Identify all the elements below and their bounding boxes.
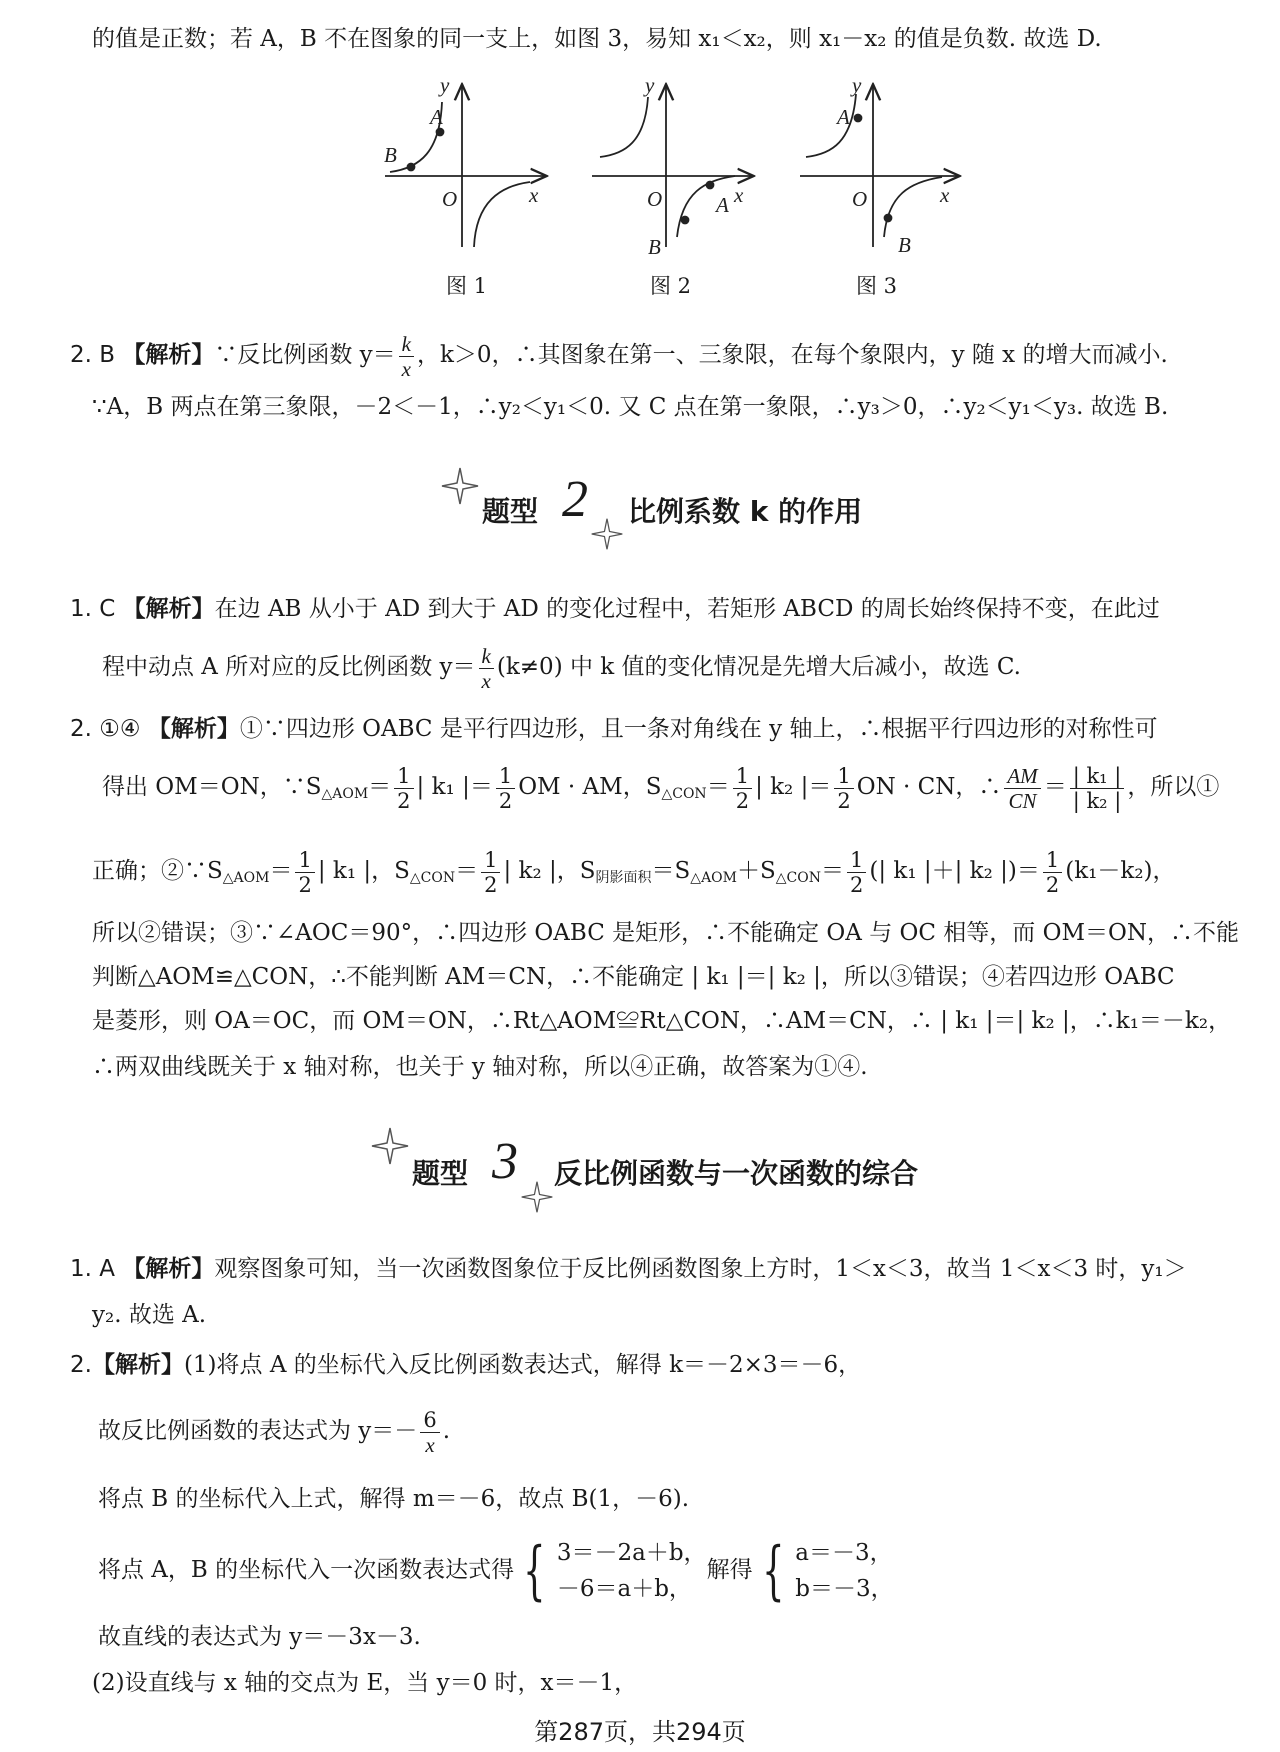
sparkle-icon [520, 1180, 554, 1214]
fig3-label-O: O [852, 187, 868, 211]
fig2-point-A [707, 182, 714, 189]
figure-1 [385, 86, 545, 247]
fraction-half: $\frac{1}{2}$ [847, 848, 866, 897]
question-number: 2. B [70, 342, 116, 368]
fraction-k1-k2: $\frac{\text{| k₁ |}}{\text{| k₂ |}}$ [1070, 764, 1125, 813]
s2q2-line6: 是菱形，则 OA＝OC，而 OM＝ON，∴Rt△AOM≌Rt△CON，∴AM＝CN，∴ | k₁ |＝| k₂ |，∴k₁＝－k₂， [92, 1008, 1232, 1034]
section-prefix: 题型 [482, 495, 539, 528]
s3q2-line4 [98, 1534, 894, 1607]
text: ＝ [269, 858, 293, 884]
text: OM · AM，S [518, 774, 662, 800]
fig3-label-A: A [837, 105, 850, 129]
section-number: 3 [492, 1133, 518, 1190]
fig1-label-x: x [529, 183, 539, 207]
sparkle-icon [370, 1126, 410, 1166]
subscript: △CON [409, 870, 456, 886]
fig1-point-A [437, 129, 444, 136]
s2q1-line2 [102, 642, 1021, 693]
section-header-2 [0, 462, 1280, 552]
text: (| k₁ |＋| k₂ |)＝ [869, 858, 1040, 884]
subscript: △CON [775, 870, 821, 886]
fig1-label-y: y [440, 73, 450, 97]
answer-2b-line2: ∵A，B 两点在第三象限，－2＜－1，∴y₂＜y₁＜0. 又 C 点在第一象限，∴y₃＞0，∴y₂＜y₁＜y₃. 故选 B. [92, 394, 1169, 420]
figure-2 [592, 86, 752, 247]
fig1-label-O: O [442, 187, 458, 211]
equation-system-2 [795, 1535, 893, 1607]
text: 将点 A，B 的坐标代入一次函数表达式得 [98, 1557, 515, 1583]
fraction-half: $\frac{1}{2}$ [496, 764, 515, 813]
analysis-tag: 【解析】 [147, 716, 240, 742]
text: ＝S [651, 858, 691, 884]
sparkle-icon [440, 466, 480, 506]
fig1-label-B: B [384, 143, 397, 167]
subscript: △AOM [321, 786, 369, 802]
s2q1-line1 [70, 594, 1160, 624]
system-row: a＝－3， [795, 1540, 893, 1566]
fig2-label-y: y [645, 73, 655, 97]
system-row: 3＝－2a＋b， [556, 1540, 707, 1566]
text: | k₁ |＝ [416, 774, 493, 800]
fig3-curve-lower [884, 177, 942, 237]
text: ＋S [737, 858, 776, 884]
question-number: 1. C [70, 596, 116, 622]
text: | k₂ |＝ [755, 774, 832, 800]
fraction-half: $\frac{1}{2}$ [834, 764, 853, 813]
text: ＝ [706, 774, 730, 800]
top-line: 的值是正数；若 A，B 不在图象的同一支上，如图 3，易知 x₁＜x₂，则 x₁－x₂ 的值是负数. 故选 D. [92, 26, 1102, 52]
sparkle-icon [590, 517, 624, 551]
text: 观察图象可知，当一次函数图象位于反比例函数图象上方时，1＜x＜3，故当 1＜x＜3 时，y₁＞ [214, 1256, 1187, 1282]
subscript: △AOM [222, 870, 270, 886]
section-prefix: 题型 [412, 1157, 469, 1190]
fig3-label-y: y [852, 73, 862, 97]
fraction-half: $\frac{1}{2}$ [394, 764, 413, 813]
system-row: －6＝a＋b， [556, 1576, 692, 1602]
s3q2-line3: 将点 B 的坐标代入上式，解得 m＝－6，故点 B(1，－6). [98, 1486, 690, 1512]
fraction: $\frac{k}{x}$ [479, 644, 494, 693]
text: ，所以① [1127, 774, 1220, 800]
text: ON · CN，∴ [856, 774, 1002, 800]
subscript: △AOM [690, 870, 737, 886]
s3q1-line1 [70, 1254, 1187, 1284]
fig1-curve-lower [474, 182, 530, 247]
text: . [442, 1418, 450, 1444]
fig2-label-A: A [716, 193, 729, 217]
text: ＝ [368, 774, 392, 800]
section-title: 比例系数 k 的作用 [628, 495, 863, 528]
s3q2-line2 [98, 1404, 450, 1458]
fig3-label-B: B [898, 233, 911, 257]
text: (k₁－k₂)， [1065, 858, 1176, 884]
fig3-caption: 图 3 [856, 274, 898, 298]
text: ∵反比例函数 y＝ [214, 342, 396, 368]
fig3-label-x: x [940, 183, 950, 207]
text: 得出 OM＝ON，∵S [102, 774, 322, 800]
section-number: 2 [562, 471, 588, 528]
text: 故反比例函数的表达式为 y＝－ [98, 1418, 418, 1444]
text: 正确；②∵S [92, 858, 223, 884]
fig2-caption: 图 2 [650, 274, 692, 298]
text: ＝ [820, 858, 844, 884]
s3q2-line6: (2)设直线与 x 轴的交点为 E，当 y＝0 时，x＝－1， [92, 1670, 638, 1696]
text: ，k＞0，∴其图象在第一、三象限，在每个象限内，y 随 x 的增大而减小. [417, 342, 1168, 368]
text: ＝ [1043, 774, 1067, 800]
text: 在边 AB 从小于 AD 到大于 AD 的变化过程中，若矩形 ABCD 的周长始终保持不变，在此过 [214, 596, 1160, 622]
fraction: $\frac{k}{x}$ [399, 332, 414, 381]
brace-icon: { [761, 1534, 785, 1608]
fig2-label-B: B [648, 235, 661, 259]
text: (1)将点 A 的坐标代入反比例函数表达式，解得 k＝－2×3＝－6， [183, 1352, 862, 1378]
s2q2-line3 [92, 842, 1176, 907]
question-number: 1. A [70, 1256, 115, 1282]
s3q1-line2: y₂. 故选 A. [92, 1302, 207, 1328]
answer-2b-line1 [70, 330, 1168, 381]
question-number: 2. [70, 1352, 92, 1378]
s2q2-line7: ∴两双曲线既关于 x 轴对称，也关于 y 轴对称，所以④正确，故答案为①④. [92, 1054, 868, 1080]
fraction-am-cn: $\frac{AM}{CN}$ [1004, 764, 1040, 813]
section-header-3 [0, 1122, 1280, 1212]
fraction-half: $\frac{1}{2}$ [1043, 848, 1062, 897]
question-number: 2. ①④ [70, 716, 141, 742]
subscript: 阴影面积 [595, 870, 652, 886]
page-footer: 第287页，共294页 [534, 1718, 746, 1746]
analysis-tag: 【解析】 [122, 596, 215, 622]
s2q2-line5: 判断△AOM≌△CON，∴不能判断 AM＝CN，∴不能确定 | k₁ |＝| k₂ |，所以③错误；④若四边形 OABC [92, 964, 1175, 990]
s3q2-line5: 故直线的表达式为 y＝－3x－3. [98, 1624, 421, 1650]
fraction: $\frac{6}{x}$ [420, 1408, 439, 1457]
text: (k≠0) 中 k 值的变化情况是先增大后减小，故选 C. [496, 654, 1021, 680]
fraction-half: $\frac{1}{2}$ [295, 848, 314, 897]
analysis-tag: 【解析】 [122, 1256, 215, 1282]
fig2-label-x: x [734, 183, 744, 207]
fig2-point-B [682, 217, 689, 224]
fraction-half: $\frac{1}{2}$ [481, 848, 500, 897]
text: | k₁ |，S [317, 858, 410, 884]
s2q2-line2 [102, 758, 1219, 823]
fig3-point-B [885, 215, 892, 222]
s2q2-line1 [70, 714, 1157, 744]
brace-icon: { [523, 1534, 546, 1608]
text: | k₂ |，S [503, 858, 596, 884]
system-row: b＝－3， [795, 1576, 894, 1602]
fig1-point-B [408, 164, 415, 171]
fig2-curve-upper [600, 97, 648, 157]
s2q2-line4: 所以②错误；③∵∠AOC＝90°，∴四边形 OABC 是矩形，∴不能确定 OA 与 OC 相等，而 OM＝ON，∴不能 [92, 920, 1239, 946]
fig1-caption: 图 1 [446, 274, 488, 298]
fraction-half: $\frac{1}{2}$ [733, 764, 752, 813]
fig2-label-O: O [647, 187, 663, 211]
figure-3 [800, 86, 958, 247]
equation-system-1 [557, 1535, 707, 1607]
text: ①∵四边形 OABC 是平行四边形，且一条对角线在 y 轴上，∴根据平行四边形的对称性可 [239, 716, 1158, 742]
fig1-label-A: A [430, 105, 443, 129]
s3q2-line1 [70, 1350, 861, 1380]
subscript: △CON [661, 786, 707, 802]
text: ＝ [455, 858, 479, 884]
text: 程中动点 A 所对应的反比例函数 y＝ [102, 654, 476, 680]
analysis-tag: 【解析】 [91, 1352, 184, 1378]
figure-graphs [0, 72, 1280, 312]
analysis-tag: 【解析】 [122, 342, 215, 368]
text: 解得 [706, 1557, 753, 1583]
section-title: 反比例函数与一次函数的综合 [554, 1157, 919, 1190]
fig3-point-A [855, 115, 862, 122]
